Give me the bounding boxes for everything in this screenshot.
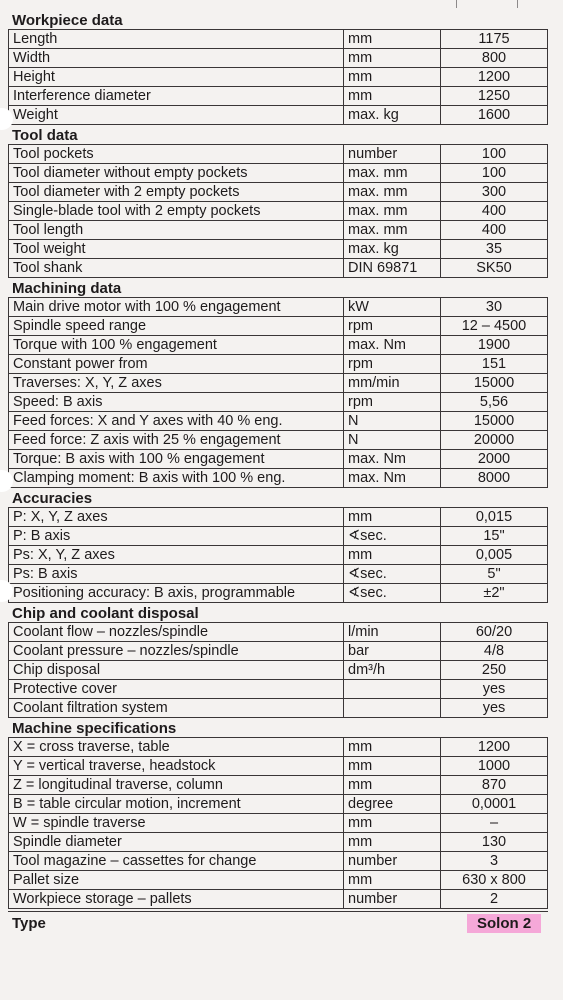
edge-mark xyxy=(456,0,457,8)
row-value: 300 xyxy=(441,183,548,202)
table-row xyxy=(9,527,548,546)
table-row xyxy=(9,546,548,565)
row-unit: degree xyxy=(344,795,441,814)
row-unit: max. mm xyxy=(344,221,441,240)
row-unit: rpm xyxy=(344,355,441,374)
row-unit: max. Nm xyxy=(344,469,441,488)
row-label: Tool diameter without empty pockets xyxy=(9,164,344,183)
table-row xyxy=(9,795,548,814)
row-label: Feed force: Z axis with 25 % engagement xyxy=(9,431,344,450)
table-row xyxy=(9,317,548,336)
row-label: Pallet size xyxy=(9,871,344,890)
section-title: Machine specifications xyxy=(12,720,177,737)
row-value: SK50 xyxy=(441,259,548,278)
row-value: ±2" xyxy=(441,584,548,603)
table-row xyxy=(9,431,548,450)
row-value: 1250 xyxy=(441,87,548,106)
row-unit: mm xyxy=(344,871,441,890)
row-value: 15" xyxy=(441,527,548,546)
row-value: 0,015 xyxy=(441,508,548,527)
row-unit: mm xyxy=(344,87,441,106)
section-tool-data xyxy=(8,127,548,278)
table-row xyxy=(9,87,548,106)
table-row xyxy=(9,336,548,355)
row-unit: max. kg xyxy=(344,106,441,125)
table-row xyxy=(9,259,548,278)
row-label: Interference diameter xyxy=(9,87,344,106)
table-row xyxy=(9,393,548,412)
type-row xyxy=(8,911,548,934)
table-row xyxy=(9,565,548,584)
row-unit: max. Nm xyxy=(344,450,441,469)
row-label: Feed forces: X and Y axes with 40 % eng. xyxy=(9,412,344,431)
row-value: 800 xyxy=(441,49,548,68)
section-title: Chip and coolant disposal xyxy=(12,605,199,622)
table-row xyxy=(9,508,548,527)
row-label: Tool magazine – cassettes for change xyxy=(9,852,344,871)
row-label: Tool pockets xyxy=(9,145,344,164)
row-label: Constant power from xyxy=(9,355,344,374)
row-label: Single-blade tool with 2 empty pockets xyxy=(9,202,344,221)
row-label: Tool diameter with 2 empty pockets xyxy=(9,183,344,202)
row-value: 1900 xyxy=(441,336,548,355)
row-label: Positioning accuracy: B axis, programmable xyxy=(9,584,344,603)
row-unit: mm xyxy=(344,738,441,757)
row-label: Height xyxy=(9,68,344,87)
row-label: Chip disposal xyxy=(9,661,344,680)
spec-table xyxy=(8,507,548,603)
row-value: yes xyxy=(441,699,548,718)
row-label: Spindle speed range xyxy=(9,317,344,336)
table-row xyxy=(9,68,548,87)
row-label: Torque: B axis with 100 % engagement xyxy=(9,450,344,469)
row-label: Ps: B axis xyxy=(9,565,344,584)
spec-sheet xyxy=(8,10,548,934)
section-title: Accuracies xyxy=(12,490,93,507)
row-unit: mm xyxy=(344,546,441,565)
row-label: Speed: B axis xyxy=(9,393,344,412)
table-row xyxy=(9,871,548,890)
row-label: B = table circular motion, increment xyxy=(9,795,344,814)
row-value: 35 xyxy=(441,240,548,259)
row-value: 1200 xyxy=(441,68,548,87)
edge-mark xyxy=(517,0,518,8)
table-row xyxy=(9,738,548,757)
table-row xyxy=(9,355,548,374)
row-value: 3 xyxy=(441,852,548,871)
row-value: 100 xyxy=(441,164,548,183)
row-value: 60/20 xyxy=(441,623,548,642)
table-row xyxy=(9,814,548,833)
row-unit: mm xyxy=(344,68,441,87)
row-unit: dm³/h xyxy=(344,661,441,680)
row-unit: number xyxy=(344,145,441,164)
row-unit: max. kg xyxy=(344,240,441,259)
table-row xyxy=(9,469,548,488)
row-value: 15000 xyxy=(441,374,548,393)
row-label: X = cross traverse, table xyxy=(9,738,344,757)
table-row xyxy=(9,412,548,431)
row-value: 151 xyxy=(441,355,548,374)
section-title: Machining data xyxy=(12,280,122,297)
row-unit: max. mm xyxy=(344,202,441,221)
row-value: 1175 xyxy=(441,30,548,49)
row-label: Width xyxy=(9,49,344,68)
row-label: Coolant filtration system xyxy=(9,699,344,718)
table-row xyxy=(9,642,548,661)
row-value: 2000 xyxy=(441,450,548,469)
row-value: 5,56 xyxy=(441,393,548,412)
table-row xyxy=(9,164,548,183)
row-label: Coolant flow – nozzles/spindle xyxy=(9,623,344,642)
row-label: W = spindle traverse xyxy=(9,814,344,833)
row-label: Protective cover xyxy=(9,680,344,699)
section-title: Tool data xyxy=(12,127,78,144)
row-value: 2 xyxy=(441,890,548,909)
row-unit: N xyxy=(344,412,441,431)
row-value: 630 x 800 xyxy=(441,871,548,890)
row-unit: rpm xyxy=(344,317,441,336)
table-row xyxy=(9,680,548,699)
row-value: 0,0001 xyxy=(441,795,548,814)
row-value: 4/8 xyxy=(441,642,548,661)
row-unit: mm xyxy=(344,757,441,776)
row-unit: ∢sec. xyxy=(344,565,441,584)
row-label: Tool shank xyxy=(9,259,344,278)
row-unit: mm xyxy=(344,508,441,527)
row-label: Z = longitudinal traverse, column xyxy=(9,776,344,795)
table-row xyxy=(9,221,548,240)
row-value: 15000 xyxy=(441,412,548,431)
row-unit: mm/min xyxy=(344,374,441,393)
table-row xyxy=(9,450,548,469)
row-unit: N xyxy=(344,431,441,450)
row-value: 5" xyxy=(441,565,548,584)
table-row xyxy=(9,298,548,317)
row-label: Tool weight xyxy=(9,240,344,259)
table-row xyxy=(9,833,548,852)
row-unit: mm xyxy=(344,814,441,833)
row-value: 400 xyxy=(441,221,548,240)
row-unit: ∢sec. xyxy=(344,527,441,546)
row-label: Ps: X, Y, Z axes xyxy=(9,546,344,565)
row-value: 1200 xyxy=(441,738,548,757)
row-unit: l/min xyxy=(344,623,441,642)
spec-table xyxy=(8,29,548,125)
table-row xyxy=(9,30,548,49)
table-row xyxy=(9,699,548,718)
table-row xyxy=(9,145,548,164)
row-label: Spindle diameter xyxy=(9,833,344,852)
section-chip-and-coolant-disposal xyxy=(8,605,548,718)
row-label: Main drive motor with 100 % engagement xyxy=(9,298,344,317)
table-row xyxy=(9,661,548,680)
row-value: 400 xyxy=(441,202,548,221)
row-unit: mm xyxy=(344,776,441,795)
table-row xyxy=(9,623,548,642)
row-label: Workpiece storage – pallets xyxy=(9,890,344,909)
table-row xyxy=(9,776,548,795)
row-unit: bar xyxy=(344,642,441,661)
row-unit xyxy=(344,699,441,718)
table-row xyxy=(9,106,548,125)
row-unit: number xyxy=(344,852,441,871)
row-unit: DIN 69871 xyxy=(344,259,441,278)
row-value: yes xyxy=(441,680,548,699)
row-value: 20000 xyxy=(441,431,548,450)
table-row xyxy=(9,183,548,202)
row-unit: rpm xyxy=(344,393,441,412)
row-value: 100 xyxy=(441,145,548,164)
row-unit xyxy=(344,680,441,699)
table-row xyxy=(9,202,548,221)
row-value: 30 xyxy=(441,298,548,317)
row-value: 8000 xyxy=(441,469,548,488)
row-value: 130 xyxy=(441,833,548,852)
row-label: Clamping moment: B axis with 100 % eng. xyxy=(9,469,344,488)
row-label: P: X, Y, Z axes xyxy=(9,508,344,527)
row-unit: number xyxy=(344,890,441,909)
section-title: Workpiece data xyxy=(12,12,123,29)
row-unit: max. mm xyxy=(344,164,441,183)
row-value: 0,005 xyxy=(441,546,548,565)
row-value: 1600 xyxy=(441,106,548,125)
table-row xyxy=(9,890,548,909)
row-label: Torque with 100 % engagement xyxy=(9,336,344,355)
spec-table xyxy=(8,622,548,718)
type-label: Type xyxy=(12,914,46,932)
section-machine-specifications xyxy=(8,720,548,909)
row-unit: max. mm xyxy=(344,183,441,202)
row-unit: mm xyxy=(344,833,441,852)
section-accuracies xyxy=(8,490,548,603)
row-unit: ∢sec. xyxy=(344,584,441,603)
spec-table xyxy=(8,297,548,488)
table-row xyxy=(9,374,548,393)
row-value: 1000 xyxy=(441,757,548,776)
row-label: Length xyxy=(9,30,344,49)
row-label: Coolant pressure – nozzles/spindle xyxy=(9,642,344,661)
row-label: Weight xyxy=(9,106,344,125)
row-value: 870 xyxy=(441,776,548,795)
type-value-highlight: Solon 2 xyxy=(467,914,541,933)
section-machining-data xyxy=(8,280,548,488)
section-workpiece-data xyxy=(8,12,548,125)
row-value: – xyxy=(441,814,548,833)
row-label: Tool length xyxy=(9,221,344,240)
table-row xyxy=(9,757,548,776)
row-value: 12 – 4500 xyxy=(441,317,548,336)
row-label: Y = vertical traverse, headstock xyxy=(9,757,344,776)
spec-table xyxy=(8,144,548,278)
table-row xyxy=(9,584,548,603)
table-row xyxy=(9,49,548,68)
row-unit: mm xyxy=(344,30,441,49)
row-unit: max. Nm xyxy=(344,336,441,355)
table-row xyxy=(9,240,548,259)
row-unit: kW xyxy=(344,298,441,317)
row-unit: mm xyxy=(344,49,441,68)
row-label: P: B axis xyxy=(9,527,344,546)
row-label: Traverses: X, Y, Z axes xyxy=(9,374,344,393)
table-row xyxy=(9,852,548,871)
row-value: 250 xyxy=(441,661,548,680)
spec-table xyxy=(8,737,548,909)
